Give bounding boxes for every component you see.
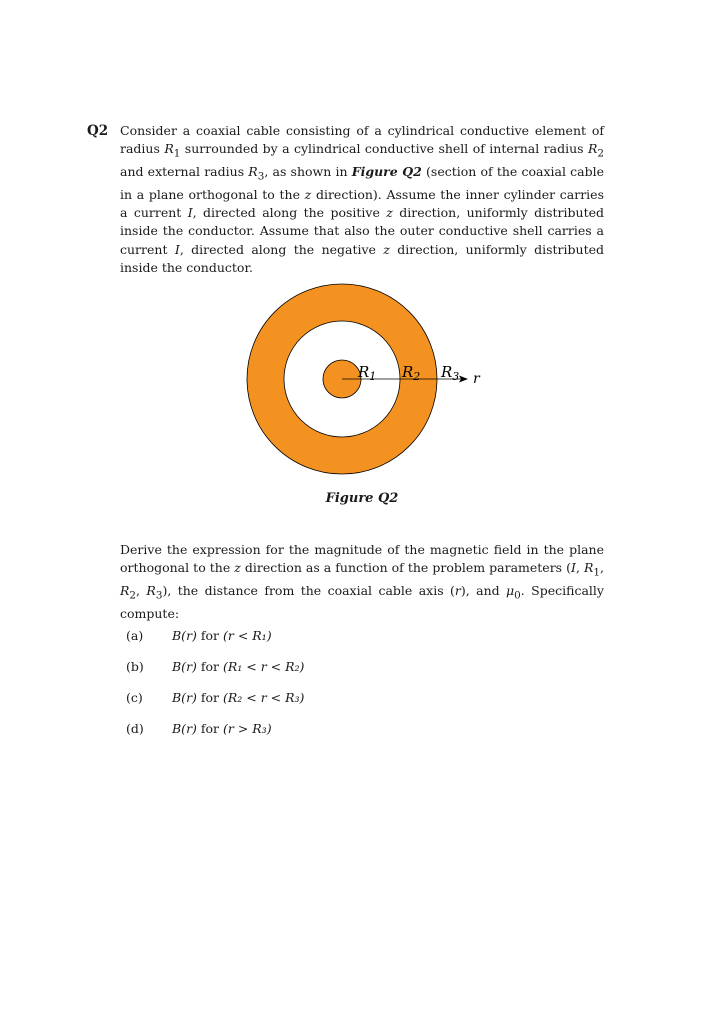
label-r2: $R_2$: [402, 363, 421, 383]
coaxial-cable-figure: [245, 280, 495, 484]
figure-caption: Figure Q2: [325, 491, 399, 506]
part-label: (b): [126, 659, 144, 674]
question-label: Q2: [87, 123, 109, 139]
part-label: (c): [126, 690, 143, 705]
part-expression: B(r) for (r > R₃): [172, 721, 272, 736]
question-text: Consider a coaxial cable consisting of a cylindrical conductive element of radius $R_1$ surrounded by a cylindrical conductive shell of internal radius $R_2$ and external radius $R_3$, as shown in Figure Q2 (section of the coaxial cable in a plane orthogonal to the z direction). Assume the inner cylinder carries a current I, directed along the positive z direction, uniformly distributed inside the conductor. Assume that also the outer conductive shell carries a current I, directed along the negative z direction, uniformly distributed inside the conductor.: [120, 123, 605, 276]
label-r1: $R_1$: [358, 363, 377, 383]
derive-instructions: Derive the expression for the magnitude of the magnetic field in the plane orthogonal to the z direction as a function of the problem parameters (I, $R_1$, $R_2$, $R_3$), the distance from the coaxial cable axis (r), and $\mu_0$. Specifically compute:: [120, 542, 604, 621]
figure-reference: Figure Q2: [351, 164, 422, 180]
part-expression: B(r) for (r < R₁): [172, 628, 272, 643]
label-r3: $R_3$: [441, 363, 460, 383]
part-expression: B(r) for (R₂ < r < R₃): [172, 690, 305, 705]
part-label: (d): [126, 721, 144, 736]
axis-label-r: r: [473, 371, 480, 387]
part-label: (a): [126, 628, 144, 643]
part-expression: B(r) for (R₁ < r < R₂): [172, 659, 305, 674]
